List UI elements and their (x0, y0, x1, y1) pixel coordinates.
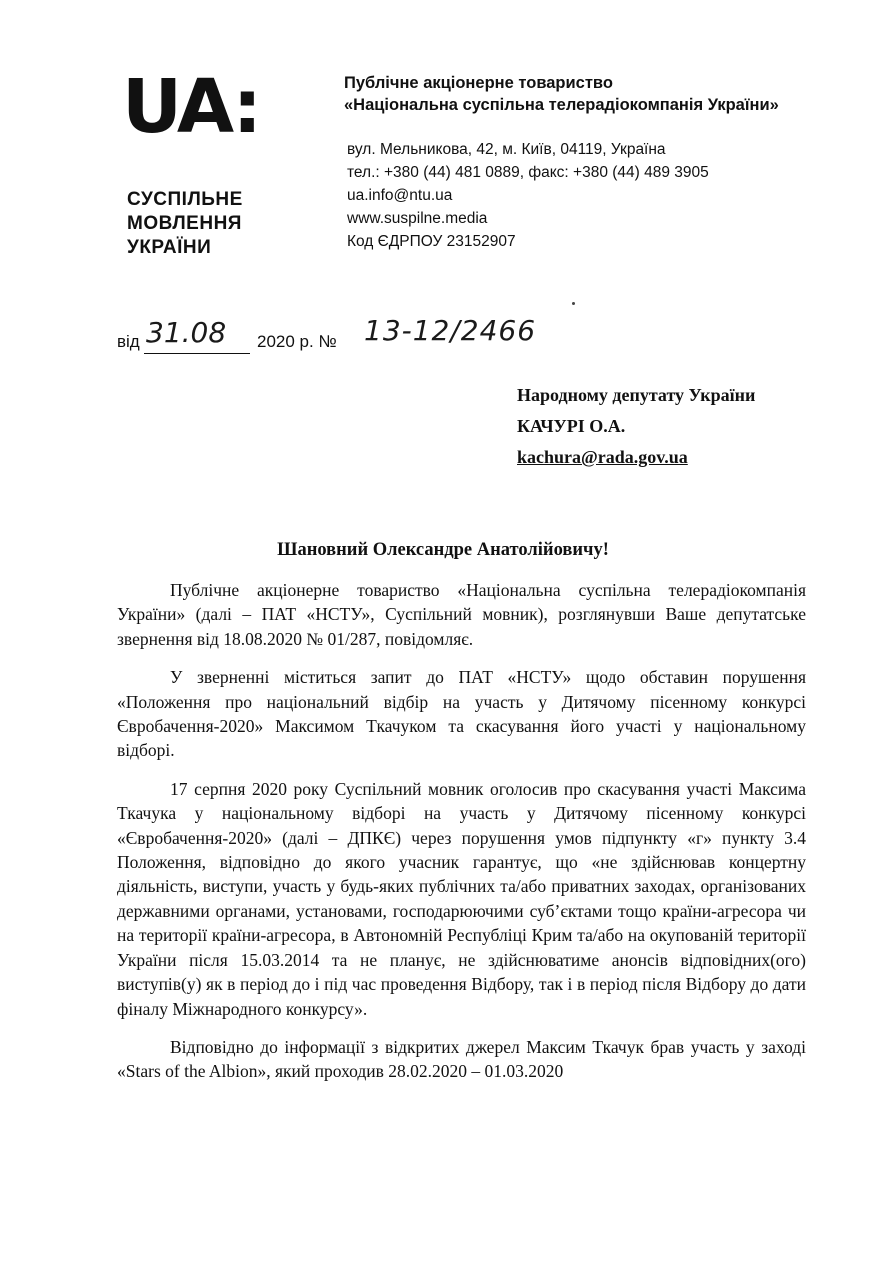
paragraph: Відповідно до інформації з відкритих джерел Максим Ткачук брав участь у заході «Stars of the Albion», який проходив 28.02.2020 – 01.03.2020 (117, 1036, 806, 1082)
handwritten-number: 13-12/2466 (364, 314, 537, 347)
registration-line (117, 314, 577, 358)
company-edrpou: Код ЄДРПОУ 23152907 (347, 233, 516, 250)
logo-mark: UA: (122, 64, 260, 150)
handwritten-date: 31.08 (146, 316, 227, 349)
addressee-email[interactable]: kachura@rada.gov.ua (517, 447, 688, 467)
logo-word-3: УКРАЇНИ (127, 237, 212, 258)
date-underline (144, 353, 250, 354)
paragraph: Публічне акціонерне товариство «Національна суспільна телерадіокомпанія України» (далі – ПАТ «НСТУ», Суспільний мовник), розглянувши Ваше депутатське звернення від 18.08.2020 № 01/287, повідомляє. (117, 580, 806, 649)
company-phone: тел.: +380 (44) 481 0889, факс: +380 (44) 489 3905 (347, 164, 709, 181)
scan-speck (572, 302, 575, 305)
company-name (344, 72, 779, 116)
company-contacts (347, 138, 709, 253)
salutation: Шановний Олександре Анатолійовичу! (277, 540, 609, 560)
company-website: www.suspilne.media (347, 210, 488, 227)
logo-word-1: СУСПІЛЬНЕ (127, 189, 243, 210)
company-address: вул. Мельникова, 42, м. Київ, 04119, Україна (347, 141, 666, 158)
year-label: 2020 р. № (257, 332, 337, 351)
company-line-1: Публічне акціонерне товариство (344, 74, 613, 92)
logo-wordmark (127, 188, 243, 260)
addressee-name: КАЧУРІ О.А. (517, 416, 626, 436)
addressee-block (517, 380, 755, 473)
paragraph: 17 серпня 2020 року Суспільний мовник оголосив про скасування участі Максима Ткачука у національному відборі на участь у Дитячому пісенному конкурсі «Євробачення-2020» (далі – ДПКЄ) через порушення умов підпункту «г» пункту 3.4 Положення, відповідно до якого учасник гарантує, що «не здійснював концертну діяльність, виступи, участь у будь-яких публічних та/або приватних заходах, організованих державними органами, установами, господарюючими суб’єктами тощо країни-агресора чи на території країни-агресора, в Автономній Республіці Крим та/або на окупованій території України після 15.03.2014 та не планує, не здійснюватиме анонсів відповідних(ого) виступів(у) як в період до і під час проведення Відбору, так і в період після Відбору до дати фіналу Міжнародного конкурсу». (117, 778, 806, 1019)
company-email: ua.info@ntu.ua (347, 187, 453, 204)
logo-word-2: МОВЛЕННЯ (127, 213, 242, 234)
from-label: від (117, 332, 140, 351)
addressee-title: Народному депутату України (517, 385, 756, 405)
paragraph: У зверненні міститься запит до ПАТ «НСТУ» щодо обставин порушення «Положення про національний відбір на участь у Дитячому пісенному конкурсі Євробачення-2020» Максимом Ткачуком та скасування його участі у національному відборі. (117, 667, 806, 761)
company-line-2: «Національна суспільна телерадіокомпанія України» (344, 96, 779, 114)
letter-body (117, 578, 806, 1098)
